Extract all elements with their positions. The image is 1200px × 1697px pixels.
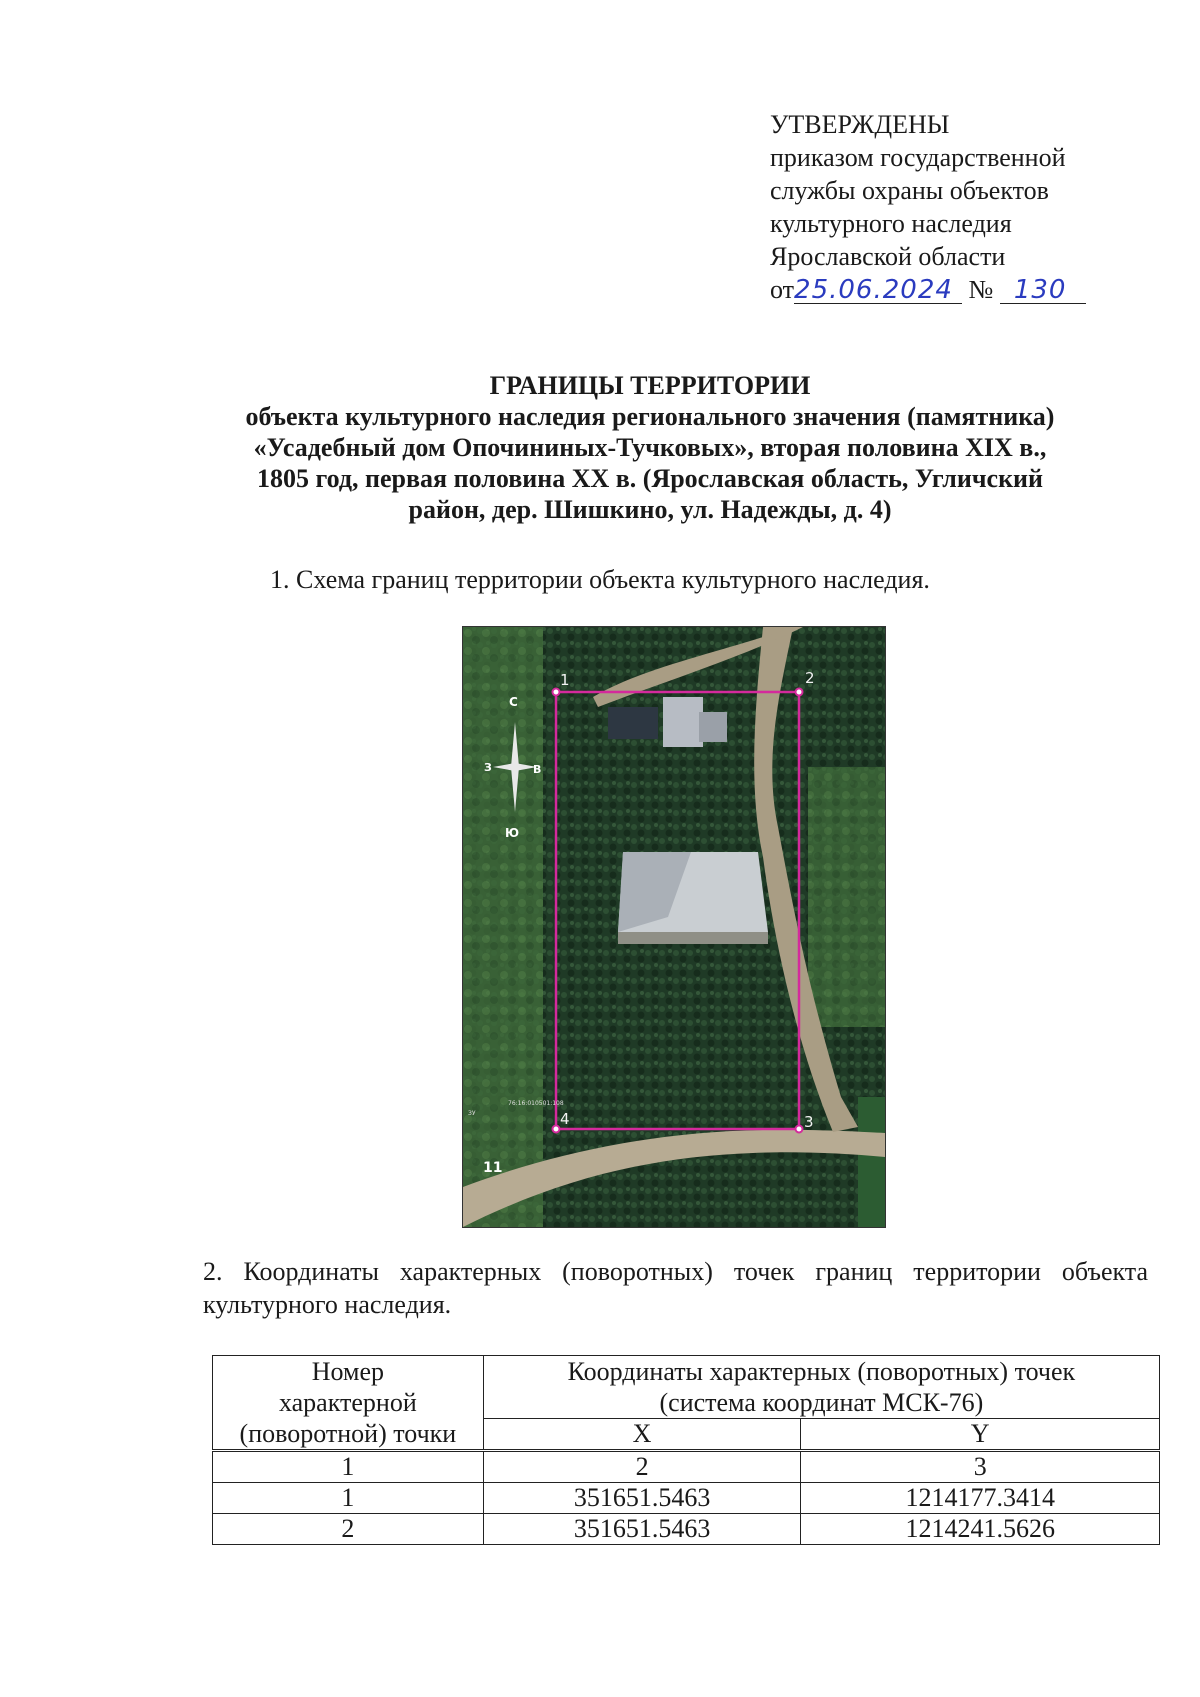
y-header: Y [801, 1419, 1160, 1451]
date-prefix: от [770, 275, 795, 304]
y-value: 1214241.5626 [801, 1514, 1160, 1545]
parcel-label: 76:16:010501:108 [508, 1100, 564, 1107]
point-label-1: 1 [560, 671, 570, 689]
table-header-row [213, 1356, 1160, 1419]
y-value: 1214177.3414 [801, 1483, 1160, 1514]
satellite-image [463, 627, 885, 1227]
coordinates-table [212, 1355, 1160, 1545]
compass-south: Ю [505, 826, 520, 840]
title-line-2: «Усадебный дом Опочининых-Тучковых», вторая половина XIX в., [253, 433, 1047, 462]
coords-header: Координаты характерных (поворотных) точек (система координат МСК-76) [483, 1356, 1159, 1419]
point-number: 2 [213, 1514, 484, 1545]
point-label-3: 3 [804, 1113, 814, 1131]
compass-west: З [484, 761, 492, 774]
point-2-marker [796, 689, 803, 696]
point-label-4: 4 [560, 1110, 570, 1128]
approval-block [770, 108, 1086, 306]
map-side-label: 11 [483, 1160, 503, 1176]
col-point-number-header: Номер характерной (поворотной) точки [213, 1356, 484, 1451]
compass-east: В [533, 763, 542, 776]
boundary-scheme-map [462, 626, 886, 1228]
approval-line-3: культурного наследия [770, 209, 1012, 238]
table-row [213, 1514, 1160, 1545]
point-4-marker [553, 1126, 560, 1133]
section-1-heading: 1. Схема границ территории объекта культурного наследия. [270, 565, 930, 594]
parcel-small-label: ЗУ [468, 1110, 476, 1117]
approval-line-1: приказом государственной [770, 143, 1066, 172]
number-prefix: № [968, 275, 994, 304]
title-line-3: 1805 год, первая половина XX в. (Ярославская область, Угличский [256, 464, 1044, 493]
document-title [200, 370, 1100, 525]
point-number: 1 [213, 1483, 484, 1514]
title-line-4: район, дер. Шишкино, ул. Надежды, д. 4) [408, 495, 892, 524]
point-3-marker [796, 1126, 803, 1133]
approval-number: 130 [1013, 275, 1067, 305]
table-index-row: 1 2 3 [213, 1451, 1160, 1483]
outbuilding-roof [663, 697, 703, 747]
compass-north: С [509, 695, 518, 709]
section-2-heading: 2. Координаты характерных (поворотных) точек границ территории объекта культурного наследия. [203, 1257, 1148, 1319]
approval-line-2: службы охраны объектов [770, 176, 1049, 205]
point-1-marker [553, 689, 560, 696]
title-line-1: объекта культурного наследия регионального значения (памятника) [245, 402, 1055, 431]
approval-date-line [770, 273, 1086, 306]
title-heading: ГРАНИЦЫ ТЕРРИТОРИИ [489, 371, 811, 400]
x-value: 351651.5463 [483, 1514, 801, 1545]
approval-heading: УТВЕРЖДЕНЫ [770, 110, 950, 139]
point-label-2: 2 [805, 669, 815, 687]
approval-date: 25.06.2024 [794, 275, 953, 305]
x-header: X [483, 1419, 801, 1451]
approval-line-4: Ярославской области [770, 242, 1006, 271]
x-value: 351651.5463 [483, 1483, 801, 1514]
table-row [213, 1483, 1160, 1514]
